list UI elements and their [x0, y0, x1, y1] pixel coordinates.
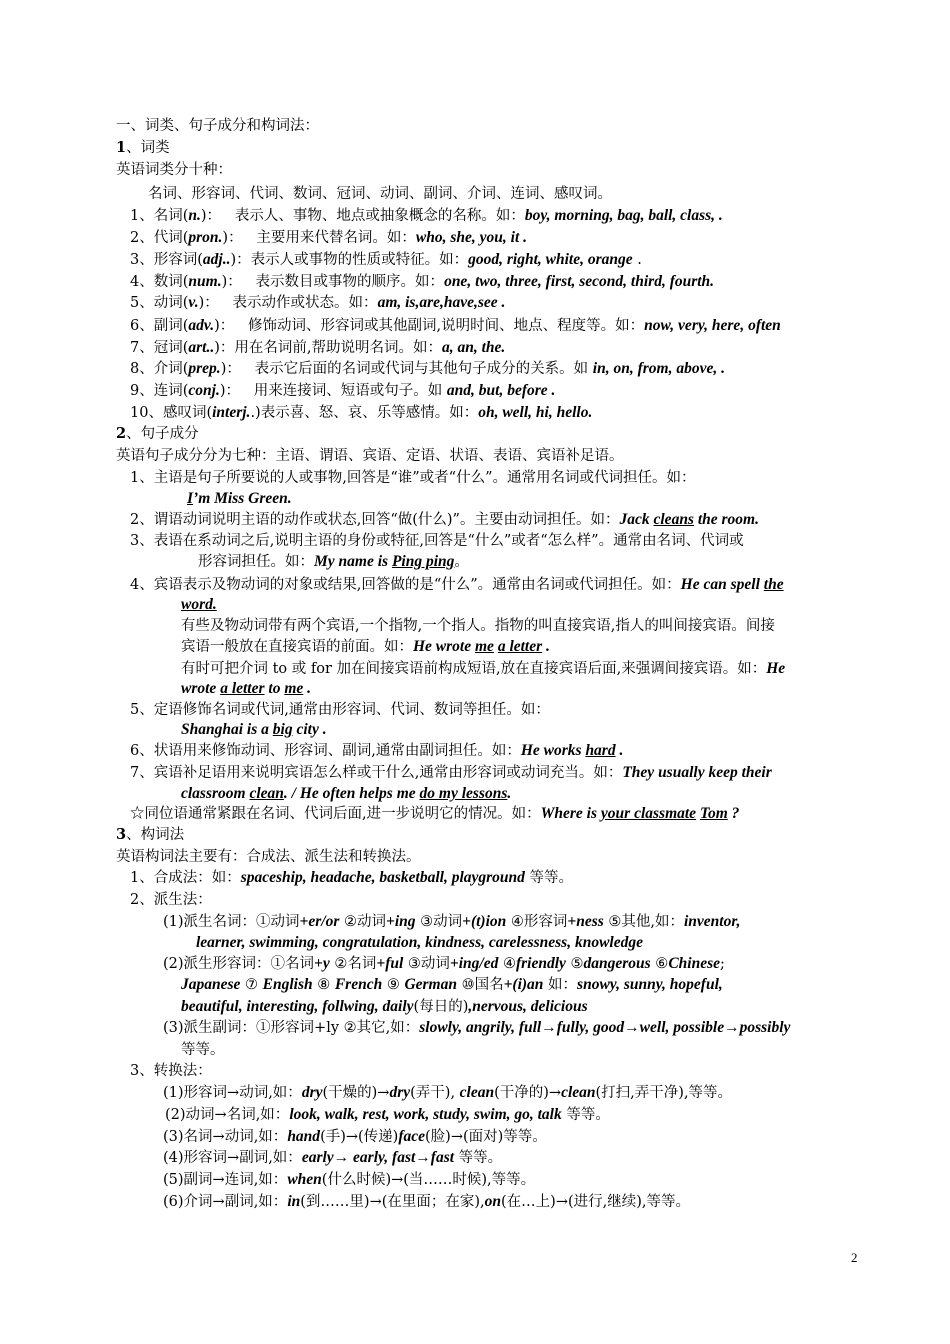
text-run: +ness [567, 913, 604, 930]
text-run: when [287, 1171, 322, 1188]
text-run: 名词、形容词、代词、数词、冠词、动词、副词、介词、连词、感叹词。 [148, 186, 612, 202]
text-line [130, 1061, 212, 1081]
text-run: Shanghai is a [181, 721, 273, 738]
text-run: boy, morning, bag, ball, class, . [524, 207, 723, 224]
text-run: Chinese [668, 955, 720, 972]
text-run: (2)动词→名词,如： [165, 1107, 290, 1123]
text-run: a, an, the. [442, 339, 506, 356]
text-line [163, 1018, 790, 1038]
text-line [181, 595, 217, 615]
text-run: 3、形容词( [130, 252, 203, 268]
text-line [130, 316, 781, 336]
text-line [130, 575, 784, 595]
text-run: )： 表示数目或事物的顺序。如： [221, 274, 445, 290]
text-run: French [334, 976, 383, 993]
text-run: (1)形容词→动词,如： [163, 1085, 302, 1101]
text-line [116, 424, 199, 444]
text-run: 形容词担任。如： [198, 554, 314, 570]
text-run: prep. [188, 360, 221, 377]
text-line [116, 116, 319, 136]
text-line [130, 700, 550, 720]
text-run: )：用在名词前,帮助说明名词。如： [214, 340, 442, 356]
text-run: 1、名词( [130, 208, 189, 224]
text-run: (4)形容词→副词,如： [163, 1150, 302, 1166]
text-run: face [398, 1128, 426, 1145]
text-run: clean [561, 1084, 596, 1101]
text-run: )：表示人或事物的性质或特征。如： [230, 252, 469, 268]
text-line [130, 293, 505, 313]
text-run: wrote [181, 680, 221, 697]
text-run: adj.. [202, 251, 231, 268]
text-line [116, 847, 421, 867]
text-run: They usually keep their [622, 764, 772, 781]
text-line [148, 184, 612, 204]
text-run: 2 [116, 425, 127, 442]
text-run: ⑨ [382, 977, 405, 993]
text-run: 4、数词( [130, 274, 189, 290]
text-run: ②动词 [339, 914, 386, 930]
text-run: My name is [314, 553, 392, 570]
text-line [130, 741, 623, 761]
text-run: (干燥的)→ [322, 1085, 390, 1101]
text-run: word. [181, 596, 217, 613]
text-line [163, 912, 740, 932]
text-run: )： 表示它后面的名词或代词与其他句子成分的关系。如 [220, 361, 593, 377]
text-run: ? [727, 805, 740, 822]
text-run: (打扫,弄干净),等等。 [595, 1085, 733, 1101]
text-run: )： 用来连接词、短语或句子。如 [219, 383, 447, 399]
text-run: (到……里)→(在里面；在家), [300, 1194, 485, 1210]
text-line [163, 1192, 690, 1212]
text-run: classroom [181, 785, 250, 802]
text-run: a letter [497, 638, 543, 655]
text-run: +ing [386, 913, 416, 930]
text-line [163, 1170, 535, 1190]
text-line [181, 784, 511, 804]
text-run: 、句子成分 [126, 426, 199, 442]
text-run: 宾语一般放在直接宾语的前面。如： [181, 639, 413, 655]
text-run: big [272, 721, 293, 738]
text-line [130, 381, 555, 401]
text-run: 3、表语在系动词之后,说明主语的身份或特征,回答是“什么”或者“怎么样”。通常由名词、代词或 [130, 533, 744, 549]
text-run: He [766, 660, 786, 677]
text-run: . [632, 252, 642, 268]
text-run: the room. [693, 511, 759, 528]
text-run: art.. [188, 339, 215, 356]
text-run: 7、宾语补足语用来说明宾语怎么样或干什么,通常由形容词或动词充当。如： [130, 765, 623, 781]
text-run: 4、宾语表示及物动词的对象或结果,回答做的是“什么”。通常由名词或代词担任。如： [130, 577, 681, 593]
text-run: clean [249, 785, 284, 802]
text-run: 1、主语是句子所要说的人或事物,回答是“谁”或者“什么”。通常用名词或代词担任。如： [130, 470, 696, 486]
text-run: dry [389, 1084, 411, 1101]
text-line [187, 489, 292, 509]
text-run: (弄干), [410, 1085, 460, 1101]
text-run: 5、定语修饰名词或代词,通常由形容词、代词、数词等担任。如： [130, 702, 550, 718]
text-run: He can spell [680, 576, 764, 593]
text-line [116, 825, 184, 845]
text-run: ②名词 [329, 956, 377, 972]
text-run: adv. [188, 317, 215, 334]
text-run: +(t)ion [462, 913, 507, 930]
text-line [130, 468, 695, 488]
text-run: num. [188, 273, 222, 290]
text-run: 一、词类、句子成分和构词法： [116, 118, 319, 134]
text-run: hard [585, 742, 616, 759]
text-run: 8、介词( [130, 361, 189, 377]
text-run: dry [301, 1084, 323, 1101]
text-run: your classmate [600, 805, 697, 822]
text-run: 2、代词( [130, 230, 189, 246]
text-run: and, but, before . [446, 382, 556, 399]
text-line [163, 1148, 502, 1168]
text-run: me [284, 680, 304, 697]
text-line [130, 228, 527, 248]
text-run: (3)名词→动词,如： [163, 1129, 288, 1145]
text-run: 3、转换法： [130, 1063, 212, 1079]
text-run: He works [520, 742, 586, 759]
text-run: . / He often helps me [283, 785, 420, 802]
text-run: Tom [699, 805, 728, 822]
text-line [163, 1083, 732, 1103]
text-run: (干净的)→ [494, 1085, 562, 1101]
text-line [130, 510, 759, 530]
text-run: (每日的) [413, 999, 469, 1015]
text-run: in, on, from, above, . [592, 360, 725, 377]
text-run: friendly [515, 955, 566, 972]
text-run: (什么时候)→(当……时候),等等。 [321, 1172, 536, 1188]
text-run: early→ early, fast→fast [301, 1149, 455, 1166]
text-line [116, 138, 170, 158]
text-run: ⑥ [650, 956, 669, 972]
text-run: v. [188, 294, 199, 311]
text-run: (3)派生副词：①形容词+ly ②其它,如： [163, 1020, 420, 1036]
text-run: ⑦ [240, 977, 263, 993]
text-run: ⑧ [312, 977, 335, 993]
text-line [130, 763, 772, 783]
text-run: (6)介词→副词,如： [163, 1194, 288, 1210]
text-run: slowly, angrily, full→fully, good→well, possible→possibly [419, 1019, 791, 1036]
text-run: do my lessons [419, 785, 508, 802]
text-line [130, 359, 725, 379]
text-run: ⑩国名 [456, 977, 504, 993]
text-run: ④ [498, 956, 516, 972]
text-run: )： 表示人、事物、地点或抽象概念的名称。如： [200, 208, 525, 224]
text-run: . [507, 785, 512, 802]
text-run: 6、状语用来修饰动词、形容词、副词,通常由副词担任。如： [130, 743, 521, 759]
text-run: Where is [540, 805, 601, 822]
text-run: +(i)an [503, 976, 544, 993]
text-run: 等等。 [524, 870, 574, 886]
text-run: 英语句子成分分为七种：主语、谓语、宾语、定语、状语、表语、宾语补足语。 [116, 448, 624, 464]
text-run: cleans [653, 511, 694, 528]
text-line [181, 1040, 225, 1060]
text-line [181, 997, 588, 1017]
text-run: 2、派生法： [130, 892, 212, 908]
text-line [163, 954, 725, 974]
text-run: 英语词类分十种： [116, 162, 232, 178]
text-run: dangerous [583, 955, 651, 972]
text-line [181, 637, 550, 657]
text-run: pron. [188, 229, 223, 246]
text-run: 3 [116, 826, 127, 843]
text-run: 1、合成法：如： [130, 870, 241, 886]
text-run: 10、感叹词( [130, 405, 213, 421]
text-run: spaceship, headache, basketball, playground [240, 869, 525, 886]
text-run: 。 [454, 554, 469, 570]
text-run: look, walk, rest, work, study, swim, go, talk [289, 1106, 562, 1123]
text-run: n. [188, 207, 201, 224]
text-run: Japanese [181, 976, 241, 993]
text-run: . [542, 638, 550, 655]
text-line [181, 720, 327, 740]
text-run: Jack [619, 511, 654, 528]
text-run: on [484, 1193, 502, 1210]
text-run: 7、冠词( [130, 340, 189, 356]
text-run: 有时可把介词 to 或 for 加在间接宾语前构成短语,放在直接宾语后面,来强调间接宾语。如： [181, 661, 767, 677]
text-line [130, 531, 744, 551]
text-run: )： 表示动作或状态。如： [198, 295, 378, 311]
text-run: 等等。 [181, 1042, 225, 1058]
text-run: ,nervous, delicious [468, 998, 588, 1015]
text-run: me [475, 638, 494, 655]
text-run: 等等。 [561, 1107, 610, 1123]
text-run: I [187, 490, 194, 507]
text-run: hand [287, 1128, 321, 1145]
text-line [116, 446, 624, 466]
text-run: 等等。 [454, 1150, 503, 1166]
text-line [130, 338, 505, 358]
text-run: ☆同位语通常紧跟在名词、代词后面,进一步说明它的情况。如： [130, 806, 541, 822]
text-run: (5)副词→连词,如： [163, 1172, 288, 1188]
text-run: (在…上)→(进行,继续),等等。 [501, 1194, 691, 1210]
text-line [196, 933, 643, 953]
text-run: conj. [188, 382, 220, 399]
text-run: (2)派生形容词：①名词 [163, 956, 315, 972]
text-run: German [404, 976, 457, 993]
text-line [181, 659, 785, 679]
text-run: 2、谓语动词说明主语的动作或状态,回答“做(什么)”。主要由动词担任。如： [130, 512, 620, 528]
text-run: now, very, here, often [644, 317, 781, 334]
text-run: oh, well, hi, hello. [478, 404, 593, 421]
text-run: +ing/ed [449, 955, 499, 972]
text-line [130, 868, 573, 888]
text-line [130, 250, 642, 270]
text-run: . [615, 742, 624, 759]
text-run: )： 主要用来代替名词。如： [222, 230, 416, 246]
text-run: the [763, 576, 784, 593]
text-run: 如： [543, 977, 578, 993]
text-line [130, 804, 739, 824]
text-run: city . [292, 721, 327, 738]
text-run: 5、动词( [130, 295, 189, 311]
text-run: ’m Miss Green. [193, 490, 292, 507]
text-line [116, 160, 232, 180]
text-run: inventor, [684, 913, 741, 930]
text-line [130, 403, 592, 423]
text-line [130, 890, 212, 910]
text-run: 英语构词法主要有：合成法、派生法和转换法。 [116, 849, 421, 865]
text-line [130, 206, 723, 226]
text-run: to [264, 680, 285, 697]
text-run: in [287, 1193, 301, 1210]
text-run: am, is,are,have,see . [377, 294, 506, 311]
text-run: 6、副词( [130, 318, 189, 334]
text-line [165, 1105, 610, 1125]
text-line [163, 1127, 547, 1147]
text-run: He wrote [413, 638, 475, 655]
text-run: ; [720, 956, 725, 972]
text-run: )： 修饰动词、形容词或其他副词,说明时间、地点、程度等。如： [214, 318, 645, 334]
text-line [198, 552, 469, 572]
text-run: ④形容词 [506, 914, 568, 930]
text-run: ⑤ [565, 956, 584, 972]
text-run: 、构词法 [126, 827, 185, 843]
text-run: interj. [212, 404, 251, 421]
text-line [130, 272, 714, 292]
text-run: 9、连词( [130, 383, 189, 399]
text-run: . [303, 680, 312, 697]
text-run: clean [459, 1084, 495, 1101]
text-run: English [262, 976, 313, 993]
text-run: +er/or [299, 913, 340, 930]
text-run: .)表示喜、怒、哀、乐等感情。如： [250, 405, 479, 421]
text-run: Ping ping [391, 553, 455, 570]
text-run: learner, swimming, congratulation, kindness, carelessness, knowledge [196, 934, 643, 951]
text-run: +ful [376, 955, 404, 972]
text-run: one, two, three, first, second, third, fourth. [444, 273, 715, 290]
text-line [181, 616, 775, 636]
text-run: ③动词 [415, 914, 463, 930]
text-run: a letter [220, 680, 265, 697]
text-run: 、词类 [126, 140, 170, 156]
text-run: 有些及物动词带有两个宾语,一个指物,一个指人。指物的叫直接宾语,指人的叫间接宾语。间接 [181, 618, 775, 634]
page-number: 2 [851, 1250, 858, 1265]
text-run: snowy, sunny, hopeful, [577, 976, 723, 993]
text-run: (1)派生名词：①动词 [163, 914, 300, 930]
text-run: beautiful, interesting, follwing, daily [181, 998, 414, 1015]
text-run: 1 [116, 139, 127, 156]
text-run: ③动词 [403, 956, 450, 972]
text-run: +y [314, 955, 330, 972]
text-run: (手)→(传递) [320, 1129, 399, 1145]
text-line [181, 679, 311, 699]
text-run: who, she, you, it . [415, 229, 528, 246]
text-line [181, 975, 723, 995]
text-run: good, right, white, orange [468, 251, 633, 268]
text-run: ⑤其他,如： [603, 914, 684, 930]
text-run: (脸)→(面对)等等。 [425, 1129, 547, 1145]
